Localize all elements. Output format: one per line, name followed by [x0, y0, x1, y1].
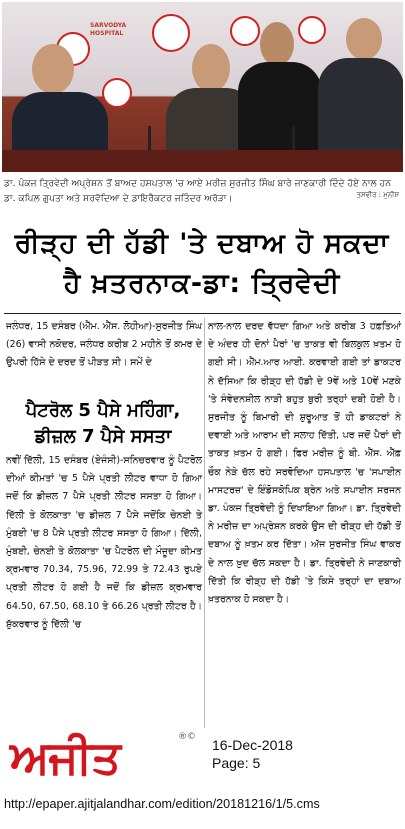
- column-divider: [204, 318, 205, 728]
- secondary-headline: ਪੈਟਰੋਲ 5 ਪੈਸੇ ਮਹਿੰਗਾ, ਡੀਜ਼ਲ 7 ਪੈਸੇ ਸਸਤਾ: [25, 400, 181, 447]
- source-url[interactable]: http://epaper.ajitjalandhar.com/edition/20181216/1/5.cms: [4, 797, 320, 811]
- person-2-head: [192, 44, 230, 92]
- article-headline: ਰੀੜ੍ਹ ਦੀ ਹੱਡੀ 'ਤੇ ਦਬਾਅ ਹੋ ਸਕਦਾ ਹੈ ਖ਼ਤਰਨਾਕ-ਡਾ: ਤ੍ਰਿਵੇਦੀ: [14, 228, 390, 299]
- table: [2, 150, 403, 172]
- ajit-logo: [2, 722, 202, 792]
- photo-caption: ਡਾ. ਪੰਕਜ ਤ੍ਰਿਵੇਦੀ ਅਪ੍ਰੇਸ਼ਨ ਤੋਂ ਬਾਅਦ ਹਸਪਤਾਲ 'ਚ ਆਏ ਮਰੀਜ਼ ਸੁਰਜੀਤ ਸਿੰਘ ਬਾਰੇ ਜਾਣਕਾਰੀ ਦਿੰਦੇ ਹੋਏ ਨਾਲ ਹਨ ਡਾ. ਕਪਿਲ ਗੁਪਤਾ ਅਤੇ ਸਰਵੋਦਿਆ ਦੇ ਡਾਇਰੈਕਟਰ ਜਤਿੰਦਰ ਅਰੋੜਾ।: [4, 178, 392, 204]
- person-3-head: [260, 22, 294, 66]
- logo-text: ਅਜੀਤ: [10, 730, 120, 784]
- article-body-left: ਜਲੰਧਰ, 15 ਦਸੰਬਰ (ਐੱਮ. ਐੱਸ. ਲੋਹੀਆ)-ਸੁਰਜੀਤ ਸਿੰਘ (26) ਵਾਸੀ ਨਕੋਦਰ, ਜਲੰਧਰ ਕਰੀਬ 2 ਮਹੀਨੇ ਤੋਂ ਕਮਰ ਦੇ ਉਪਰੀ ਹਿੱਸੇ ਦੇ ਦਰਦ ਤੋਂ ਪੀੜਤ ਸੀ। ਸਮੇਂ ਦੇ: [6, 321, 202, 369]
- hospital-logo-center: [152, 14, 190, 52]
- person-4-head: [346, 18, 382, 60]
- hospital-logo-mid: [102, 78, 132, 108]
- microphone: [148, 126, 151, 152]
- hospital-logo-right: [230, 16, 260, 46]
- banner-text-2: HOSPITAL: [90, 30, 124, 37]
- microphone: [292, 126, 295, 152]
- photo-credit: ਤਸਵੀਰ : ਮੁਨੀਸ਼: [356, 191, 399, 199]
- press-conference-photo: [2, 2, 403, 172]
- hospital-logo-far-right: [298, 16, 326, 44]
- banner-text-1: SARVODYA: [90, 22, 127, 29]
- divider: [4, 313, 401, 314]
- page-number: Page: 5: [212, 755, 261, 771]
- person-1-head: [32, 44, 74, 94]
- secondary-article-body: ਨਵੀਂ ਦਿੱਲੀ, 15 ਦਸੰਬਰ (ਏਜੰਸੀ)-ਸਨਿਚਰਵਾਰ ਨੂੰ ਪੈਟਰੋਲ ਦੀਆਂ ਕੀਮਤਾਂ 'ਚ 5 ਪੈਸੇ ਪ੍ਰਤੀ ਲੀਟਰ ਵਾਧਾ ਹੋ ਗਿਆ ਜਦੋਂ ਕਿ ਡੀਜ਼ਲ 7 ਪੈਸੇ ਪ੍ਰਤੀ ਲੀਟਰ ਸਸਤਾ ਹੋ ਗਿਆ। ਦਿੱਲੀ ਤੇ ਕੋਲਕਾਤਾ 'ਚ ਡੀਜ਼ਲ 7 ਪੈਸੇ ਜਦੋਂਕਿ ਚੇਨਈ ਤੇ ਮੁੰਬਈ 'ਚ 8 ਪੈਸੇ ਪ੍ਰਤੀ ਲੀਟਰ ਸਸਤਾ ਹੋ ਗਿਆ। ਦਿੱਲੀ, ਮੁੰਬਈ, ਚੇਨਈ ਤੇ ਕੋਲਕਾਤਾ 'ਚ ਪੈਟਰੋਲ ਦੀ ਮੌਜੂਦਾ ਕੀਮਤ ਕ੍ਰਮਵਾਰ 70.34, 75.96, 72.99 ਤੇ 72.43 ਰੁਪਏ ਪ੍ਰਤੀ ਲੀਟਰ ਹੋ ਗਈ ਹੈ ਜਦੋਂ ਕਿ ਡੀਜ਼ਲ ਕ੍ਰਮਵਾਰ 64.50, 67.50, 68.10 ਤੇ 66.26 ਪ੍ਰਤੀ ਲੀਟਰ ਹੈ। ਸ਼ੁੱਕਰਵਾਰ ਨੂੰ ਦਿੱਲੀ 'ਚ: [6, 455, 202, 630]
- registered-mark: ®©: [178, 732, 196, 742]
- article-body-right: ਨਾਲ-ਨਾਲ ਦਰਦ ਵੱਧਦਾ ਗਿਆ ਅਤੇ ਕਰੀਬ 3 ਹਫ਼ਤਿਆਂ ਦੇ ਅੰਦਰ ਹੀ ਦੋਨਾਂ ਪੈਰਾਂ 'ਚ ਤਾਕਤ ਵੀ ਬਿਲਕੁਲ ਖ਼ਤਮ ਹੋ ਗਈ ਸੀ। ਐੱਮ.ਆਰ ਆਈ. ਕਰਵਾਈ ਗਈ ਤਾਂ ਡਾਕਟਰ ਨੇ ਦੱਸਿਆ ਕਿ ਰੀੜ੍ਹ ਦੀ ਹੱਡੀ ਦੇ 9ਵੇਂ ਅਤੇ 10ਵੇਂ ਮਣਕੇ 'ਤੇ ਸੰਵੇਦਨਸ਼ੀਲ ਨਾੜੀ ਬਹੁਤ ਬੁਰੀ ਤਰ੍ਹਾਂ ਦਬੀ ਹੋਈ ਹੈ। ਸੁਰਜੀਤ ਨੂੰ ਬਿਮਾਰੀ ਦੀ ਸ਼ੁਰੂਆਤ ਤੋਂ ਹੀ ਡਾਕਟਰਾਂ ਨੇ ਦਵਾਈ ਅਤੇ ਆਰਾਮ ਦੀ ਸਲਾਹ ਦਿੱਤੀ, ਪਰ ਜਦੋਂ ਪੈਰਾਂ ਦੀ ਤਾਕਤ ਖ਼ਤਮ ਹੋ ਗਈ। ਫਿਰ ਮਰੀਜ਼ ਨੂੰ ਬੀ. ਐੱਸ. ਐੱਫ਼ ਚੌਕ ਨੇੜੇ ਚੱਲ ਰਹੇ ਸਰਵੋਦਿਆ ਹਸਪਤਾਲ 'ਚ 'ਸਪਾਈਨ ਮਾਸਟਰਜ਼' ਦੇ ਇੰਡੋਸਕੋਪਿਕ ਬ੍ਰੇਨ ਅਤੇ ਸਪਾਈਨ ਸਰਜਨ ਡਾ. ਪੰਕਜ ਤ੍ਰਿਵੇਦੀ ਨੂੰ ਦਿਖਾਇਆ ਗਿਆ। ਡਾ. ਤ੍ਰਿਵੇਦੀ ਨੇ ਮਰੀਜ਼ ਦਾ ਅਪ੍ਰੇਸ਼ਨ ਕਰਕੇ ਉਸ ਦੀ ਰੀੜ੍ਹ ਦੀ ਹੱਡੀ ਤੋਂ ਦਬਾਅ ਨੂੰ ਖ਼ਤਮ ਕਰ ਦਿੱਤਾ। ਅੱਜ ਸੁਰਜੀਤ ਸਿੰਘ ਵਾਕਰ ਦੇ ਨਾਲ ਖ਼ੁਦ ਚੱਲ ਸਕਦਾ ਹੈ। ਡਾ. ਤ੍ਰਿਵੇਦੀ ਨੇ ਜਾਣਕਾਰੀ ਦਿੱਤੀ ਕਿ ਰੀੜ੍ਹ ਦੀ ਹੱਡੀ 'ਤੇ ਕਿਸੇ ਤਰ੍ਹਾਂ ਦਾ ਦਬਾਅ ਖ਼ਤਰਨਾਕ ਹੋ ਸਕਦਾ ਹੈ।: [208, 321, 401, 606]
- edition-date: 16-Dec-2018: [212, 737, 293, 753]
